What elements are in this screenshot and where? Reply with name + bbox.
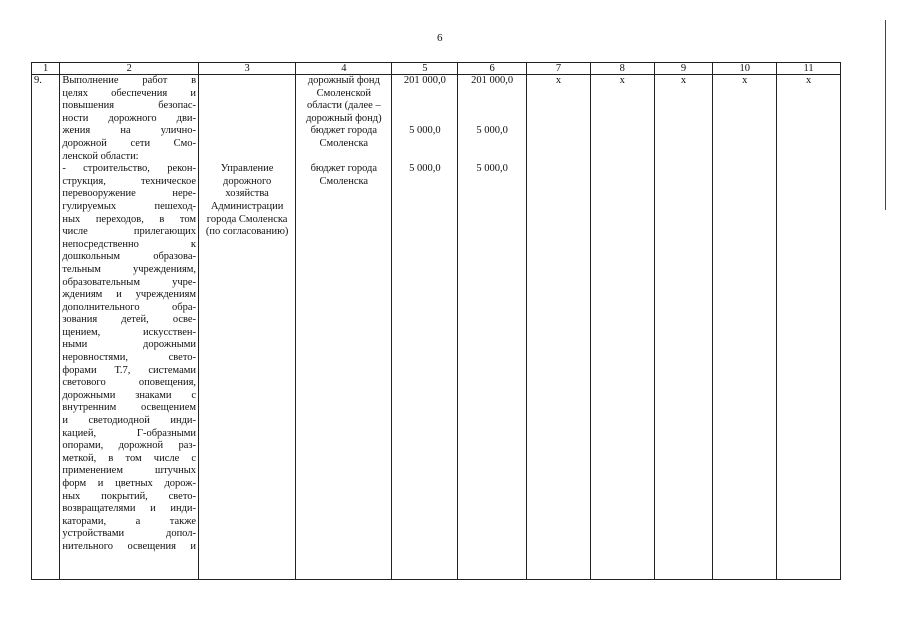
col-header-5: 5 (392, 63, 458, 75)
description-line: числе прилегающих (62, 226, 197, 238)
executor-line: Управление (220, 163, 274, 175)
source-line: Смоленска (319, 175, 369, 187)
description-line: дорожной сети Смо- (62, 137, 197, 149)
col5-cell (392, 75, 458, 580)
header-row (32, 63, 841, 75)
col-header-1: 1 (32, 63, 60, 75)
description-line: дорожными знаками с (62, 389, 197, 401)
description-line: образовательным учре- (62, 276, 197, 288)
amount-value: 201 000,0 (403, 75, 446, 86)
description-line: дошкольным образова- (62, 251, 197, 263)
col-header-10: 10 (713, 63, 777, 75)
executor-line: дорожного (223, 175, 272, 187)
col-header-3: 3 (199, 63, 296, 75)
col7-cell: х (527, 75, 591, 580)
description-line: внутренним освещением (62, 402, 197, 414)
executor-line: Администрации (210, 200, 284, 212)
col-header-9: 9 (654, 63, 713, 75)
col-header-4: 4 (296, 63, 392, 75)
description-line: устройствами допол- (62, 528, 197, 540)
description-line: струкция, техническое (62, 175, 197, 187)
description-line: жения на улично- (62, 125, 197, 137)
description-line: ных переходов, в том (62, 213, 197, 225)
description-line: ными дорожными (62, 339, 197, 351)
description-line: целях обеспечения и (62, 87, 197, 99)
col-header-7: 7 (527, 63, 591, 75)
amount-value: 5 000,0 (409, 125, 441, 137)
description-line: форами Т.7, системами (62, 364, 197, 376)
work-description (60, 75, 199, 580)
description-line: повышения безопас- (62, 100, 197, 112)
amount-value: 5 000,0 (409, 163, 441, 175)
col-header-2: 2 (60, 63, 199, 75)
description-line: неровностями, свето- (62, 352, 197, 364)
description-line: зования детей, осве- (62, 314, 197, 326)
description-line: - строительство, рекон- (62, 163, 197, 175)
description-line: и светодиодной инди- (62, 415, 197, 427)
description-line: кацией, Г-образными (62, 427, 197, 439)
source-line: бюджет города (310, 163, 378, 175)
col-header-6: 6 (458, 63, 527, 75)
description-line: ждениям и учреждениям (62, 289, 197, 301)
description-line: возвращателями и инди- (62, 503, 197, 515)
source-line: Смоленска (319, 137, 369, 149)
source-line: Смоленской (316, 87, 372, 99)
funding-source-cell (296, 75, 392, 580)
amount-value: 5 000,0 (476, 125, 508, 137)
description-line: форм и цветных дорож- (62, 478, 197, 489)
source-line: бюджет города (310, 125, 378, 137)
executor-line: хозяйства (225, 188, 269, 200)
source-line: дорожный фонд (307, 75, 380, 86)
description-line: нительного освещения и (62, 540, 197, 552)
description-line: Выполнение работ в (62, 75, 197, 86)
description-line: ных покрытий, свето- (62, 490, 197, 502)
col8-cell: х (590, 75, 654, 580)
executor-line: (по согласованию) (205, 226, 289, 238)
source-line: дорожный фонд) (306, 112, 382, 124)
description-line: применением штучных (62, 465, 197, 477)
col6-cell (458, 75, 527, 580)
col-header-8: 8 (590, 63, 654, 75)
executor-cell (199, 75, 296, 580)
description-line: перевооружение нере- (62, 188, 197, 200)
description-line: дополнительного обра- (62, 301, 197, 313)
amount-value: 201 000,0 (471, 75, 514, 86)
col11-cell: х (777, 75, 841, 580)
page-number: 6 (437, 32, 443, 44)
description-line: ности дорожного дви- (62, 112, 197, 124)
description-line: щением, искусствен- (62, 326, 197, 338)
description-line: опорами, дорожной раз- (62, 440, 197, 452)
description-line: тельным учреждениям, (62, 263, 197, 275)
description-line: светового оповещения, (62, 377, 197, 389)
description-line: каторами, а также (62, 515, 197, 527)
executor-line: города Смоленска (206, 213, 288, 225)
col9-cell: х (654, 75, 713, 580)
col-header-11: 11 (777, 63, 841, 75)
description-line: ленской области: (62, 150, 139, 162)
description-line: гулируемых пешеход- (62, 200, 197, 212)
table-row (32, 75, 841, 580)
row-number: 9. (32, 75, 60, 580)
col10-cell: х (713, 75, 777, 580)
description-line: меткой, в том числе с (62, 452, 197, 464)
description-line: непосредственно к (62, 238, 197, 250)
budget-table (31, 62, 841, 580)
amount-value: 5 000,0 (476, 163, 508, 175)
margin-rule (885, 20, 886, 210)
source-line: области (далее – (306, 100, 381, 112)
